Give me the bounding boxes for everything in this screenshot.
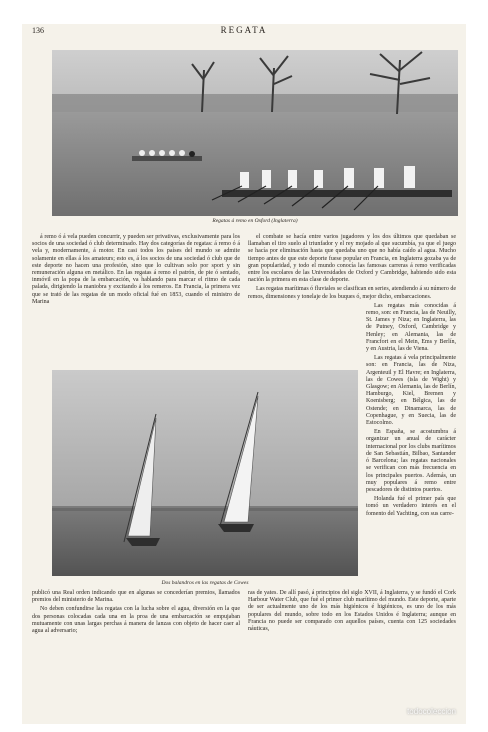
right-paragraph-2: Las regatas marítimas ó fluviales se clasifican en series, atendiendo á su número de remos, dimensiones y tonelaje de los buques ó, mejor dicho, embarcaciones. <box>248 286 456 300</box>
rowing-photo <box>52 50 458 216</box>
bottom-left-paragraph-2: No deben confundirse las regatas con la lucha sobre el agua, diversión en la que dos personas colocadas cada una en la proa de una embarcación se empujaban mutuamente con unas largas perchas á manera de lanzas con objeto de hacer caer al agua al adversario; <box>32 606 240 635</box>
left-paragraph-1: á remo ó á vela pueden concurrir, y pueden ser privativas, exclusivamente para los socios de una sociedad ó club determinado. Hay dos categorías de regatas: á remo ó á vela y, modernamente, á motor. En casi todos los países del mundo se admite solamente en ellas á los amateurs; esto es, á los socios de una sociedad ó club que de este deporte no hacen una profesión, sino que lo cultivan solo por sport y sin remuneración alguna en metálico. En las regatas á remo el patrón, de pie ó sentado, inmóvil en la popa de la embarcación, va hablando para marcar el ritmo de cada palada, dirigiendo la maniobra y excitando á los remeros. En Francia, la primera vez que se trató de las regatas de un modo oficial fué en 1853, cuando el ministro de Marina <box>32 234 240 305</box>
left-column-bottom <box>32 590 240 637</box>
sailing-scene <box>52 370 358 576</box>
right-paragraph-6: Holanda fué el primer país que tomó un verdadero interés en el fomento del Yachting, con sus carre- <box>366 496 456 517</box>
right-paragraph-3: Las regatas más conocidas á remo, son: en Francia, las de Neuilly, St. James y Niza; en Inglaterra, las de Putney, Oxford, Cambridge y Henley; en Alemania, las de Francfort en el Mein, Ems y Berlín, y en Austria, las de Viena. <box>366 302 456 353</box>
page-number: 136 <box>32 26 44 35</box>
right-paragraph-4: Las regatas á vela principalmente son: en Francia, las de Niza, Argenteuil y El Havre; en Inglaterra, las de Cowes (isla de Wight) y Glasgow; en Alemania, las de Berlín, Hamburgo, Kiel, Bremen y Koenisberg; en Bélgica, las de Ostende; en Dinamarca, las de Copenhague, y en Suecia, las de Estocolmo. <box>366 355 456 427</box>
rowing-caption: Regatas á remo en Oxford (Inglaterra) <box>212 218 298 224</box>
sailboats-photo <box>52 370 358 576</box>
sailboats-caption: Dos balandros en las regatas de Cowes <box>161 580 249 586</box>
page <box>22 24 466 724</box>
right-column-bottom <box>248 590 456 635</box>
watermark: todocoleccion <box>407 707 456 716</box>
rowing-scene <box>52 50 458 216</box>
page-title: REGATA <box>220 25 268 35</box>
left-column-top <box>32 234 240 308</box>
right-paragraph-1: el combate se hacía entre varios jugadores y los dos últimos que quedaban se llamaban el tiro suelo al triunfador y el rey mojado al que sucumbía, ya que el juego se hacía por eliminación hasta que quedaba uno que no había caído al agua. Mucho tiempo antes de que este deporte fuese popular en Francia, en Inglaterra gozaba ya de gran popularidad, y todo el mundo conocía las famosas carreras á remo verificadas entre los escolares de las Universidades de Oxford y Cambridge, habiendo sido esta nación la primera en esta clase de deporte. <box>248 234 456 284</box>
bottom-right-paragraph-1: ras de yates. De allí pasó, á principios del siglo XVII, á Inglaterra, y se fundó el Cork Harbour Water Club, que fué el primer club marítimo del mundo. Este deporte, aparte de ser actualmente uno de los más higiénicos é higiénicos, es uno de los más populares del mundo, sobre todo en los Estados Unidos é Inglaterra; aunque en Francia no puede ser comparado con aquellos países, cuenta con 125 sociedades náuticas, <box>248 590 456 633</box>
bottom-left-paragraph-1: publicó una Real orden indicando que en algunas se concederían premios, llamados premios del ministerio de Marina. <box>32 590 240 604</box>
page-header <box>22 24 466 38</box>
right-paragraph-5: En España, se acostumbra á organizar un anual de carácter internacional por los clubs marítimos de San Sebastián, Bilbao, Santander ó Barcelona; las regatas nacionales se verifican con más frecuencia en los principales puertos. Además, un muy populares á remo entre pescadores de distintos puertos. <box>366 429 456 493</box>
